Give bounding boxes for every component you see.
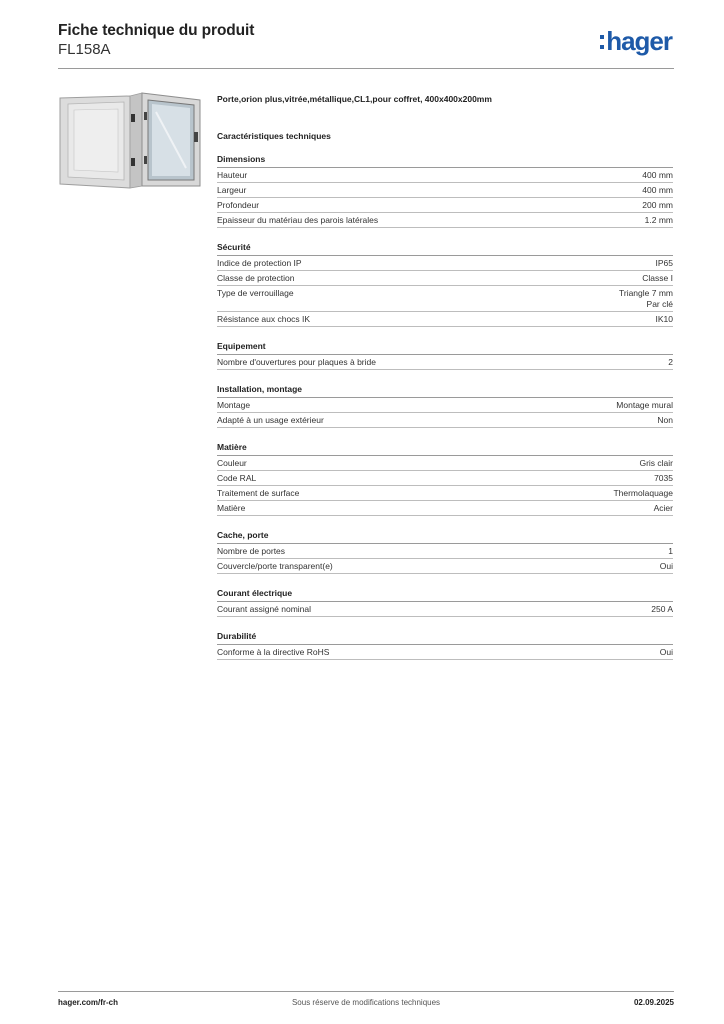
spec-label: Résistance aux chocs IK (217, 314, 311, 324)
footer-date: 02.09.2025 (633, 998, 674, 1007)
spec-section-title: Cache, porte (217, 529, 673, 544)
spec-row (217, 544, 673, 559)
spec-row (217, 286, 673, 312)
spec-row (217, 256, 673, 271)
spec-section-title: Matière (217, 441, 673, 456)
product-photo (58, 92, 204, 190)
spec-row (217, 168, 673, 183)
spec-row (217, 213, 673, 228)
spec-row (217, 559, 673, 574)
spec-section-title: Courant électrique (217, 587, 673, 602)
spec-label: Indice de protection IP (217, 258, 302, 268)
characteristics-heading: Caractéristiques techniques (217, 131, 331, 141)
spec-row (217, 501, 673, 516)
spec-section-title: Durabilité (217, 630, 673, 645)
spec-label: Courant assigné nominal (217, 604, 312, 614)
product-description: Porte,orion plus,vitrée,métallique,CL1,pour coffret, 400x400x200mm (217, 94, 492, 104)
footer-divider (58, 991, 674, 992)
spec-label: Profondeur (217, 200, 260, 210)
spec-section (217, 441, 673, 516)
spec-label: Type de verrouillage (217, 288, 294, 298)
spec-value: 400 mm (642, 170, 673, 180)
spec-label: Nombre d'ouvertures pour plaques à bride (217, 357, 376, 367)
spec-label: Couvercle/porte transparent(e) (217, 561, 333, 571)
spec-section (217, 587, 673, 617)
spec-row (217, 456, 673, 471)
spec-label: Hauteur (217, 170, 248, 180)
spec-value: 1.2 mm (644, 215, 673, 225)
logo-dots-icon (600, 35, 604, 49)
spec-row (217, 486, 673, 501)
spec-label: Traitement de surface (217, 488, 300, 498)
footer-notice: Sous réserve de modifications techniques (291, 998, 441, 1007)
spec-label: Adapté à un usage extérieur (217, 415, 324, 425)
spec-label: Matière (217, 503, 246, 513)
spec-section-title: Equipement (217, 340, 673, 355)
spec-row (217, 198, 673, 213)
spec-section (217, 383, 673, 428)
spec-row (217, 271, 673, 286)
page-header (58, 22, 674, 70)
spec-label: Epaisseur du matériau des parois latérales (217, 215, 379, 225)
spec-label: Conforme à la directive RoHS (217, 647, 330, 657)
product-details (217, 93, 673, 660)
header-divider (58, 68, 674, 69)
spec-value: 2 (668, 357, 673, 367)
spec-value: Acier (653, 503, 673, 513)
spec-label: Couleur (217, 458, 247, 468)
spec-row (217, 312, 673, 327)
page-footer (58, 998, 674, 1010)
spec-section (217, 340, 673, 370)
spec-section (217, 529, 673, 574)
spec-section-title: Dimensions (217, 153, 673, 168)
spec-value: Oui (659, 647, 673, 657)
page-title: Fiche technique du produit (58, 22, 255, 39)
spec-row (217, 355, 673, 370)
spec-row (217, 398, 673, 413)
spec-value: IP65 (655, 258, 673, 268)
spec-row (217, 645, 673, 660)
spec-value: Thermolaquage (613, 488, 673, 498)
spec-section (217, 241, 673, 327)
product-reference: FL158A (58, 41, 111, 58)
spec-value: 1 (668, 546, 673, 556)
spec-row (217, 471, 673, 486)
spec-section (217, 153, 673, 228)
spec-value: IK10 (655, 314, 673, 324)
spec-value: 200 mm (642, 200, 673, 210)
spec-label: Classe de protection (217, 273, 295, 283)
spec-value: Classe I (642, 273, 673, 283)
spec-label: Nombre de portes (217, 546, 286, 556)
spec-label: Largeur (217, 185, 247, 195)
hager-logo (600, 28, 672, 54)
spec-row (217, 183, 673, 198)
spec-value: Gris clair (639, 458, 673, 468)
logo-wordmark: hager (606, 26, 672, 56)
spec-value: 400 mm (642, 185, 673, 195)
spec-value: Triangle 7 mm Par clé (618, 288, 673, 309)
spec-value: Non (657, 415, 673, 425)
spec-section-title: Installation, montage (217, 383, 673, 398)
spec-section (217, 630, 673, 660)
characteristics-sections (217, 153, 673, 660)
spec-label: Montage (217, 400, 251, 410)
spec-value: 7035 (654, 473, 673, 483)
footer-website: hager.com/fr-ch (58, 998, 119, 1007)
spec-value: Oui (659, 561, 673, 571)
spec-value: Montage mural (616, 400, 673, 410)
spec-label: Code RAL (217, 473, 257, 483)
spec-row (217, 602, 673, 617)
spec-value: 250 A (651, 604, 673, 614)
spec-row (217, 413, 673, 428)
spec-section-title: Sécurité (217, 241, 673, 256)
